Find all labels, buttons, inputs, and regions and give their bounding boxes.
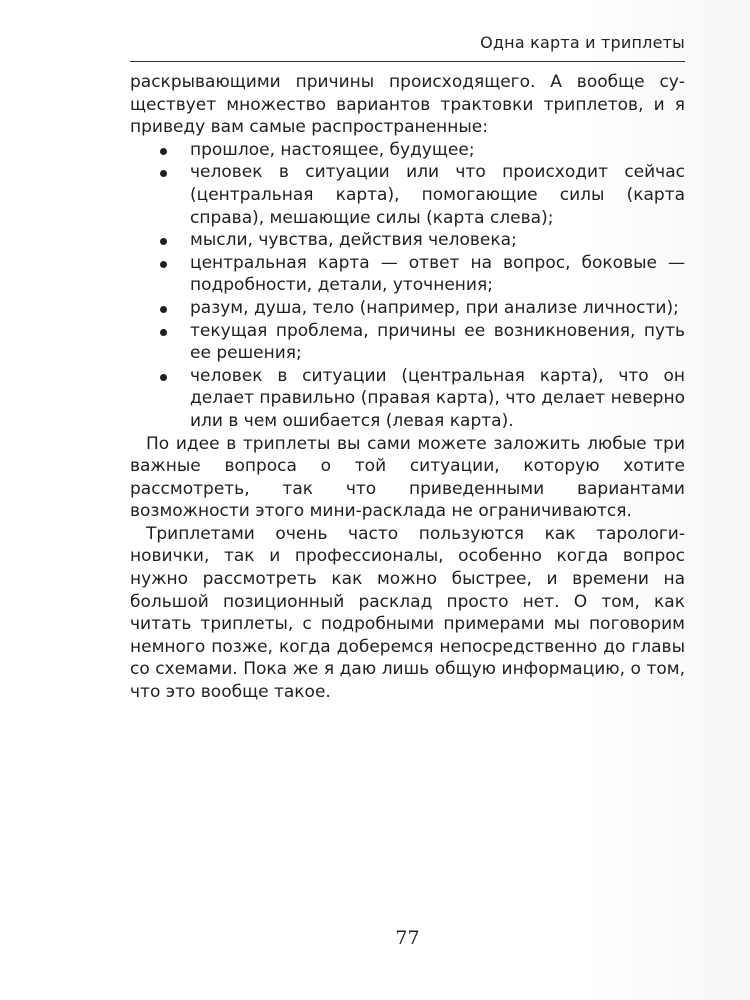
- list-item-text: человек в ситуации (центральная карта), что он делает правильно (правая карта), что делает неверно или в чем ошибается (левая карта).: [190, 365, 685, 431]
- paragraph-usage: Триплетами очень часто пользуются как тарологи-новички, так и профессионалы, особенно когда вопрос нужно рассмотреть как можно быстрее, и времени на большой позиционный расклад просто нет. О том, как читать триплеты, с подробными примерами мы поговорим немного позже, когда доберемся непосредственно до главы со схемами. Пока же я даю лишь общую информацию, о том, что это вообще такое.: [130, 523, 685, 703]
- list-item: [130, 139, 685, 162]
- bullet-dot-icon: [160, 374, 167, 381]
- bullet-dot-icon: [160, 148, 167, 155]
- list-item: [130, 365, 685, 433]
- list-item: [130, 161, 685, 229]
- list-item: [130, 229, 685, 252]
- bullet-dot-icon: [160, 329, 167, 336]
- bullet-list: [130, 139, 685, 433]
- bullet-dot-icon: [160, 306, 167, 313]
- page-body: [130, 71, 685, 704]
- running-header: Одна карта и триплеты: [480, 33, 685, 52]
- page-number: 77: [395, 927, 420, 949]
- list-item-text: человек в ситуации или что происходит сейчас (центральная карта), помогающие силы (карта справа), мешающие силы (карта слева);: [190, 162, 685, 228]
- paragraph-continuation: раскрывающими причины происходящего. А вообще существует множество вариантов трактовки триплетов, и я приведу вам самые распространенные:: [130, 72, 685, 138]
- bullet-dot-icon: [160, 238, 167, 245]
- list-item-text: разум, душа, тело (например, при анализе личности);: [190, 297, 679, 318]
- header-divider: [130, 61, 685, 62]
- paragraph-ideas: По идее в триплеты вы сами можете заложить любые три важные вопроса о той ситуации, которую хотите рассмотреть, так что приведенными вариантами возможности этого мини-расклада не ограничиваются.: [130, 433, 685, 522]
- list-item: [130, 297, 685, 320]
- list-item: [130, 252, 685, 297]
- list-item: [130, 320, 685, 365]
- list-item-text: прошлое, настоящее, будущее;: [190, 139, 475, 160]
- list-item-text: мысли, чувства, действия человека;: [190, 230, 517, 251]
- list-item-text: текущая проблема, причины ее возникновения, путь ее решения;: [190, 320, 685, 364]
- bullet-dot-icon: [160, 261, 167, 268]
- bullet-dot-icon: [160, 170, 167, 177]
- list-item-text: центральная карта — ответ на вопрос, боковые — подробности, детали, уточнения;: [190, 252, 685, 296]
